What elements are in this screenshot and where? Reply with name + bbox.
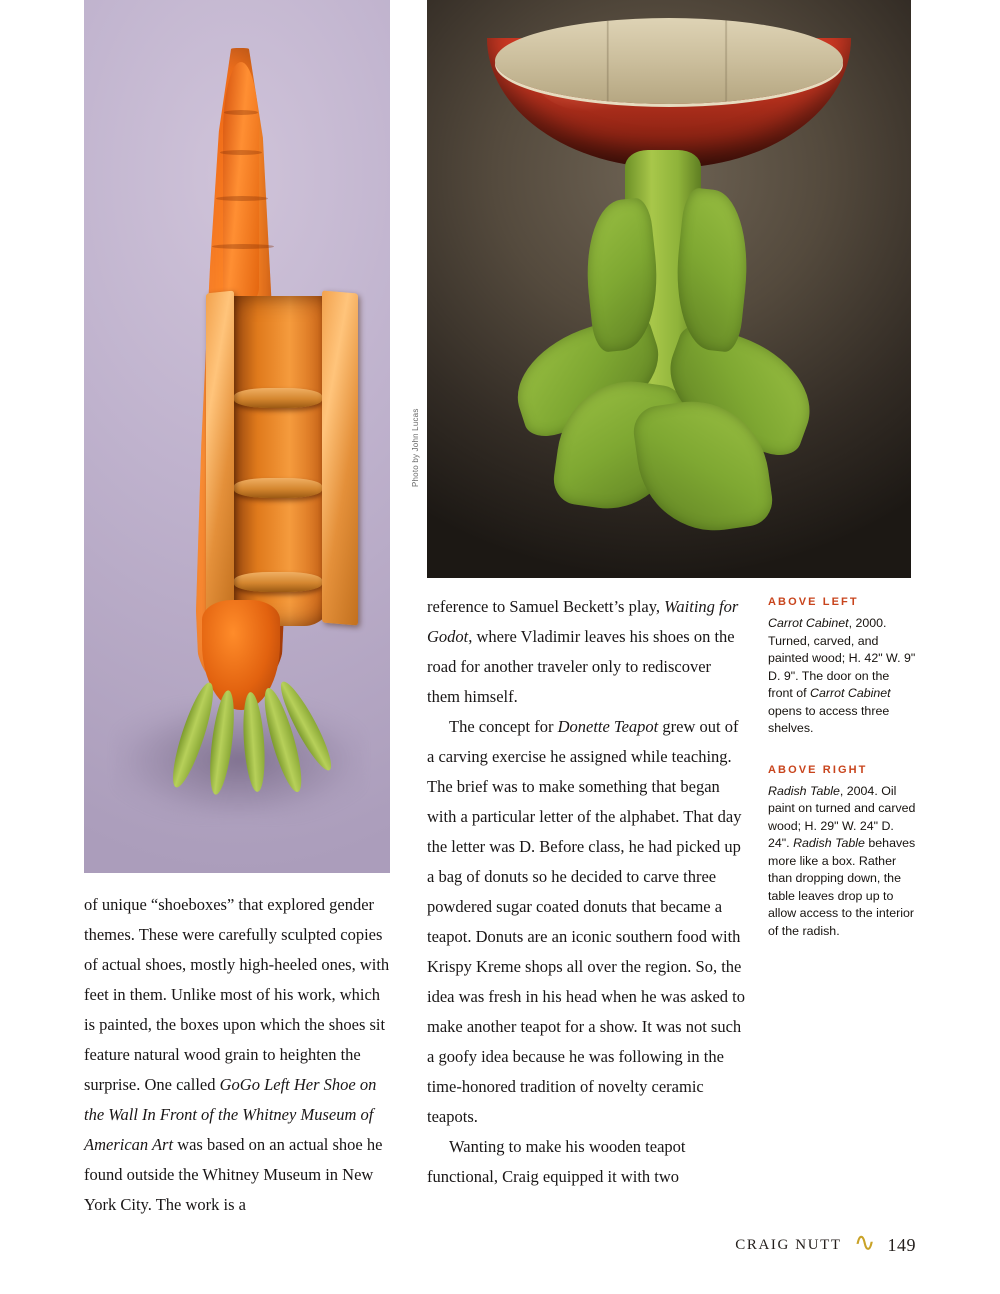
carrot-ridge bbox=[220, 150, 262, 155]
left-text-column bbox=[84, 890, 390, 1220]
caption-text-above-left: Carrot Cabinet, 2000. Turned, carved, and painted wood; H. 42" W. 9" D. 9". The door on the front of Carrot Cabinet opens to access three shelves. bbox=[768, 616, 916, 735]
caption-column bbox=[768, 596, 916, 966]
cabinet-door-right bbox=[322, 290, 358, 625]
carrot-cabinet-interior bbox=[226, 296, 332, 626]
caption-heading-above-right: ABOVE RIGHT bbox=[768, 763, 868, 776]
carrot-ridge bbox=[212, 244, 274, 249]
radish-table-photo bbox=[427, 0, 911, 578]
middle-text-column bbox=[427, 592, 745, 1192]
paragraph: of unique “shoeboxes” that explored gender themes. These were carefully sculpted copies of actual shoes, mostly high-heeled ones, with feet in them. Unlike most of his work, which is painted, the boxes upon which the shoes sit feature natural wood grain to heighten the surprise. One called GoGo Left Her Shoe on the Wall In Front of the Whitney Museum of American Art was based on an actual shoe he found outside the Whitney Museum in New York City. The work is a bbox=[84, 895, 390, 1214]
footer-chapter-title: CRAIG NUTT bbox=[735, 1236, 842, 1253]
paragraph: Wanting to make his wooden teapot functional, Craig equipped it with two bbox=[427, 1137, 686, 1186]
paragraph: reference to Samuel Beckett’s play, Waiting for Godot, where Vladimir leaves his shoes on the road for another traveler only to rediscover them himself. bbox=[427, 597, 739, 706]
photo-credit: Photo by John Lucas bbox=[411, 408, 420, 487]
caption-text-above-right: Radish Table, 2004. Oil paint on turned and carved wood; H. 29" W. 24" D. 24". Radish Table behaves more like a box. Rather than dropping down, the table leaves drop up to allow access to the interior of the radish. bbox=[768, 783, 916, 938]
table-top-seams bbox=[495, 18, 843, 104]
cabinet-door-left bbox=[206, 291, 234, 624]
ornament-icon: ∿ bbox=[853, 1228, 876, 1257]
page-number: 149 bbox=[887, 1234, 916, 1255]
carrot-ridge bbox=[216, 196, 268, 201]
carrot-tip bbox=[223, 62, 259, 302]
paragraph: The concept for Donette Teapot grew out of a carving exercise he assigned while teaching. The brief was to make something that began with a particular letter of the alphabet. That day the letter was D. Before class, he had picked up a bag of donuts so he decided to carve three powdered sugar coated donuts that became a teapot. Donuts are an iconic southern food with Krispy Kreme shops all over the region. So, the idea was fresh in his head when he was asked to make another teapot for a show. It was not such a goofy idea because he was following in the time-honored tradition of novelty ceramic teapots. bbox=[427, 717, 745, 1126]
cabinet-shelf bbox=[234, 478, 322, 498]
cabinet-shelf bbox=[234, 388, 322, 408]
carrot-cabinet-photo bbox=[84, 0, 390, 873]
cabinet-shelf bbox=[234, 572, 322, 592]
page-footer bbox=[735, 1228, 916, 1258]
caption-heading-above-left: ABOVE LEFT bbox=[768, 596, 859, 608]
carrot-ridge bbox=[224, 110, 258, 115]
